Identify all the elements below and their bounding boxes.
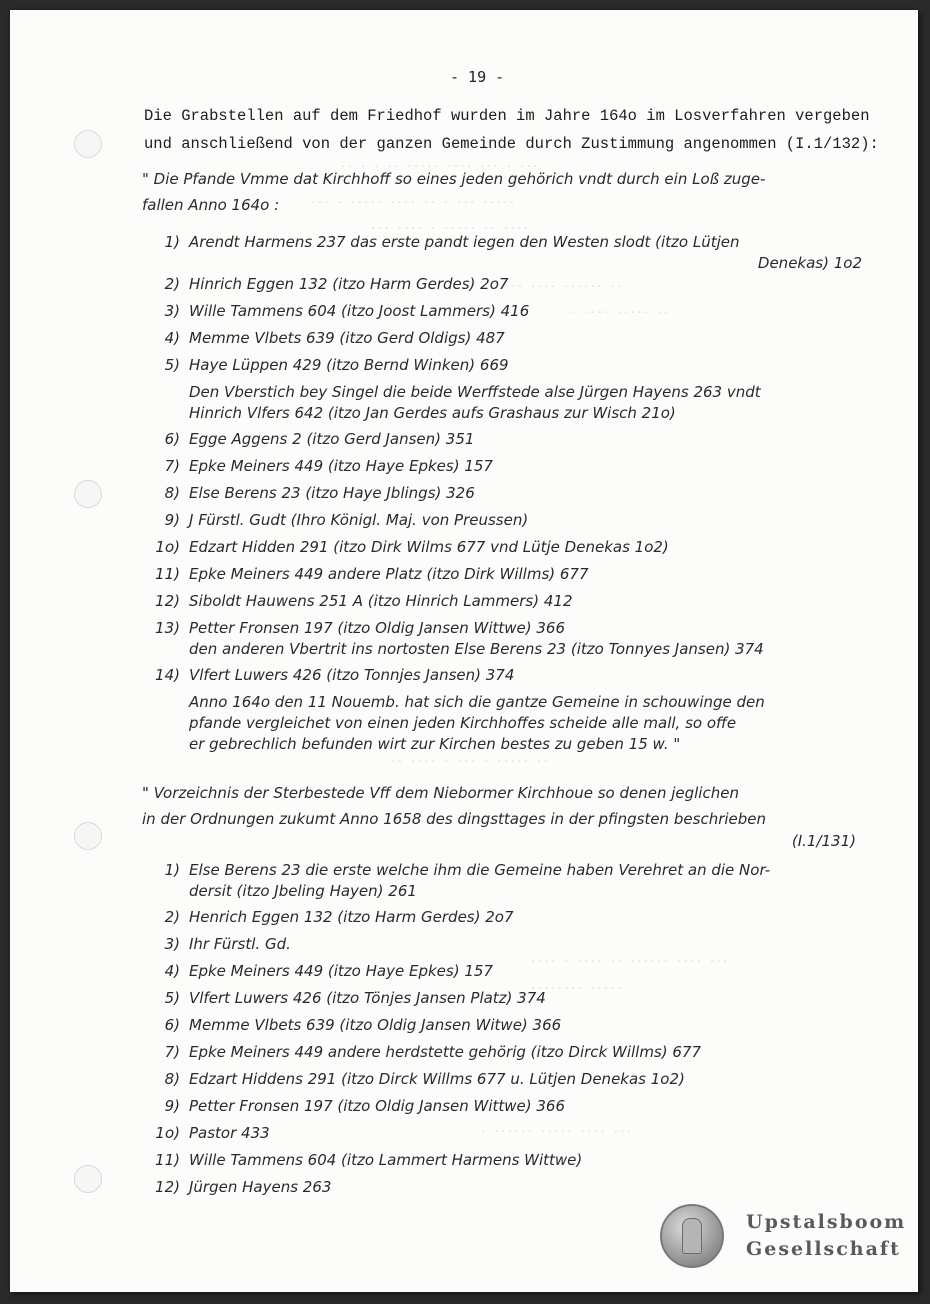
list-item: 11) Wille Tammens 604 (itzo Lammert Harmens Wittwe) [155,1151,583,1169]
section-1-list [142,232,862,757]
logo-line: Gesellschaft [746,1238,901,1260]
list-item: 2) Henrich Eggen 132 (itzo Harm Gerdes) 2o7 [164,908,514,926]
document-page: ·· · · ·· ····· ···· ··· · ··· ··· · ····· ···· ·· · ··· ····· ··· ···· · ····· ·· ···· ·· ···· ······ ·· · ···· ····· ·· ·· ···· · ··· · ····· ·· ···· · ···· ·· ······ ···· ··· ········ ····· · ······ ····· ···· ··· - 19 - Die Grabstellen auf dem Friedhof wurden im Jahre 164o im Losverfahren vergeben und anschließend von der ganzen Gemeinde durch Zustimmung angenommen (I.1/132): " Die Pfande Vmme dat Kirchhoff so eines jeden gehörich vndt durch ein Loß zuge- fallen Anno 164o : 1) Arendt Harmens 237 das erste pandt iegen den Westen slodt (itzo Lütjen Denekas) 1o2 2) Hinrich Eggen 132 (itzo Harm Gerdes) 2o7 3) Wille Tammens 604 (itzo Joost Lammers) 416 4) Memme Vlbets 639 (itzo Gerd Oldigs) 487 5) Haye Lüppen 429 (itzo Bernd Winken) 669 Den Vberstich bey Singel die beide Werffstede alse Jürgen Hayens 263 vndt Hinrich Vlfers 642 (itzo Jan Gerdes aufs Grashaus zur Wisch 21o) 6) Egge Aggens 2 (itzo Gerd Jansen) 351 7) Epke Meiners 449 (itzo Haye Epkes) 157 8) Else Berens 23 (itzo Haye Jblings) 326 9) J Fürstl. Gudt (Ihro Königl. Maj. von Preussen) 1o) Edzart Hidden 291 (itzo Dirk Wilms 677 vnd Lütje Denekas 1o2) 11) Epke Meiners 449 andere Platz (itzo Dirk Willms) 677 12) Siboldt Hauwens 251 A (itzo Hinrich Lammers) 412 13) Petter Fronsen 197 (itzo Oldig Jansen Wittwe) 366 den anderen Vbertrit ins nortosten Else Berens 23 (itzo Tonnyes Jansen) 374 14) Vlfert Luwers 426 (itzo Tonnjes Jansen) 374 Anno 164o den 11 Nouemb. hat sich die gantze Gemeine in schouwinge den pfande vergleichet von einen jeden Kirchhoffes scheide alle mall, so offe er gebrechlich befunden wirt zur Kirchen bestes zu geben 15 w. " " Vorzeichnis der Sterbestede Vff dem Niebormer Kirchhoue so denen jeglichen in der Ordnungen zukumt Anno 1658 des dingsttages in der pfingsten beschrieben (I.1/131) 1) Else Berens 23 die erste welche ihm die Gemeine haben Verehret an die Nor- dersit (itzo Jbeling Hayen) 261 2) Henrich Eggen 132 (itzo Harm Gerdes) 2o7 3) Ihr Fürstl. Gd. 4) Epke Meiners 449 (itzo Haye Epkes) 157 5) Vlfert Luwers 426 (itzo Tönjes Jansen Platz) 374 6) Memme Vlbets 639 (itzo Oldig Jansen Witwe) 366 7) Epke Meiners 449 andere herdstette gehörig (itzo Dirck Willms) 677 8) Edzart Hiddens 291 (itzo Dirck Willms 677 u. Lütjen Denekas 1o2) 9) Petter Fronsen 197 (itzo Oldig Jansen Wittwe) 366 1o) Pastor 433 11) Wille Tammens 604 (itzo Lammert Harmens Wittwe) 12) Jürgen Hayens 263 Upstalsboom Gesellschaft [10,10,918,1292]
list-item: 8) Edzart Hiddens 291 (itzo Dirck Willms 677 u. Lütjen Denekas 1o2) [164,1070,685,1088]
list-item: 12) Siboldt Hauwens 251 A (itzo Hinrich Lammers) 412 [155,592,573,610]
punch-hole [74,130,102,158]
list-item: 5) Haye Lüppen 429 (itzo Bernd Winken) 669 Den Vberstich bey Singel die beide Werffstede alse Jürgen Hayens 263 vndt Hinrich Vlfers 642 (itzo Jan Gerdes aufs Grashaus zur Wisch 21o) [164,356,761,422]
list-item: 4) Epke Meiners 449 (itzo Haye Epkes) 157 [164,962,493,980]
seal-icon [660,1204,724,1268]
list-item: 7) Epke Meiners 449 andere herdstette gehörig (itzo Dirck Willms) 677 [164,1043,701,1061]
list-item: 9) J Fürstl. Gudt (Ihro Königl. Maj. von Preussen) [164,511,529,529]
quote-line: fallen Anno 164o : [142,196,280,214]
list-item: 6) Memme Vlbets 639 (itzo Oldig Jansen Witwe) 366 [164,1016,562,1034]
list-item: 8) Else Berens 23 (itzo Haye Jblings) 326 [164,484,475,502]
punch-hole [74,480,102,508]
list-item: 11) Epke Meiners 449 andere Platz (itzo Dirk Willms) 677 [155,565,589,583]
list-item: 13) Petter Fronsen 197 (itzo Oldig Jansen Wittwe) 366 den anderen Vbertrit ins nortosten Else Berens 23 (itzo Tonnyes Jansen) 374 [155,619,764,658]
intro-paragraph [144,102,879,158]
page-number: - 19 - [450,68,505,86]
list-item: 5) Vlfert Luwers 426 (itzo Tönjes Jansen Platz) 374 [164,989,546,1007]
quote-line: " Die Pfande Vmme dat Kirchhoff so eines jeden gehörich vndt durch ein Loß zuge- [142,170,766,188]
list-item: 6) Egge Aggens 2 (itzo Gerd Jansen) 351 [164,430,475,448]
section-1 [142,166,862,757]
list-item: 1o) Edzart Hidden 291 (itzo Dirk Wilms 677 vnd Lütje Denekas 1o2) [155,538,669,556]
list-item: 1) Else Berens 23 die erste welche ihm die Gemeine haben Verehret an die Nor- dersit (itzo Jbeling Hayen) 261 [164,861,771,900]
list-item: 3) Ihr Fürstl. Gd. [164,935,291,953]
list-item: 7) Epke Meiners 449 (itzo Haye Epkes) 157 [164,457,493,475]
list-item: 12) Jürgen Hayens 263 [155,1178,332,1196]
list-item: 9) Petter Fronsen 197 (itzo Oldig Jansen Wittwe) 366 [164,1097,566,1115]
intro-line: Die Grabstellen auf dem Friedhof wurden im Jahre 164o im Losverfahren vergeben [144,107,870,125]
source-reference: (I.1/131) [791,832,856,850]
quote-line: in der Ordnungen zukumt Anno 1658 des dingsttages in der pfingsten beschrieben [142,810,767,828]
intro-line: und anschließend von der ganzen Gemeinde durch Zustimmung angenommen (I.1/132): [144,135,879,153]
list-item: 3) Wille Tammens 604 (itzo Joost Lammers) 416 [164,302,530,320]
punch-hole [74,1165,102,1193]
section-2 [142,780,862,1204]
section-2-list [142,860,862,1204]
logo-line: Upstalsboom [746,1211,907,1233]
list-item: 14) Vlfert Luwers 426 (itzo Tonnjes Jansen) 374 Anno 164o den 11 Nouemb. hat sich die gantze Gemeine in schouwinge den pfande vergleichet von einen jeden Kirchhoffes scheide alle mall, so offe er gebrechlich befunden wirt zur Kirchen bestes zu geben 15 w. " [155,666,765,753]
section-2-quote [142,780,862,850]
quote-line: " Vorzeichnis der Sterbestede Vff dem Niebormer Kirchhoue so denen jeglichen [142,784,739,802]
list-item: 1) Arendt Harmens 237 das erste pandt iegen den Westen slodt (itzo Lütjen Denekas) 1o2 [164,233,862,272]
section-1-quote [142,166,862,218]
list-item: 4) Memme Vlbets 639 (itzo Gerd Oldigs) 487 [164,329,505,347]
list-item: 1o) Pastor 433 [155,1124,270,1142]
list-item: 2) Hinrich Eggen 132 (itzo Harm Gerdes) 2o7 [164,275,509,293]
upstalsboom-logo [660,1197,906,1275]
punch-hole [74,822,102,850]
